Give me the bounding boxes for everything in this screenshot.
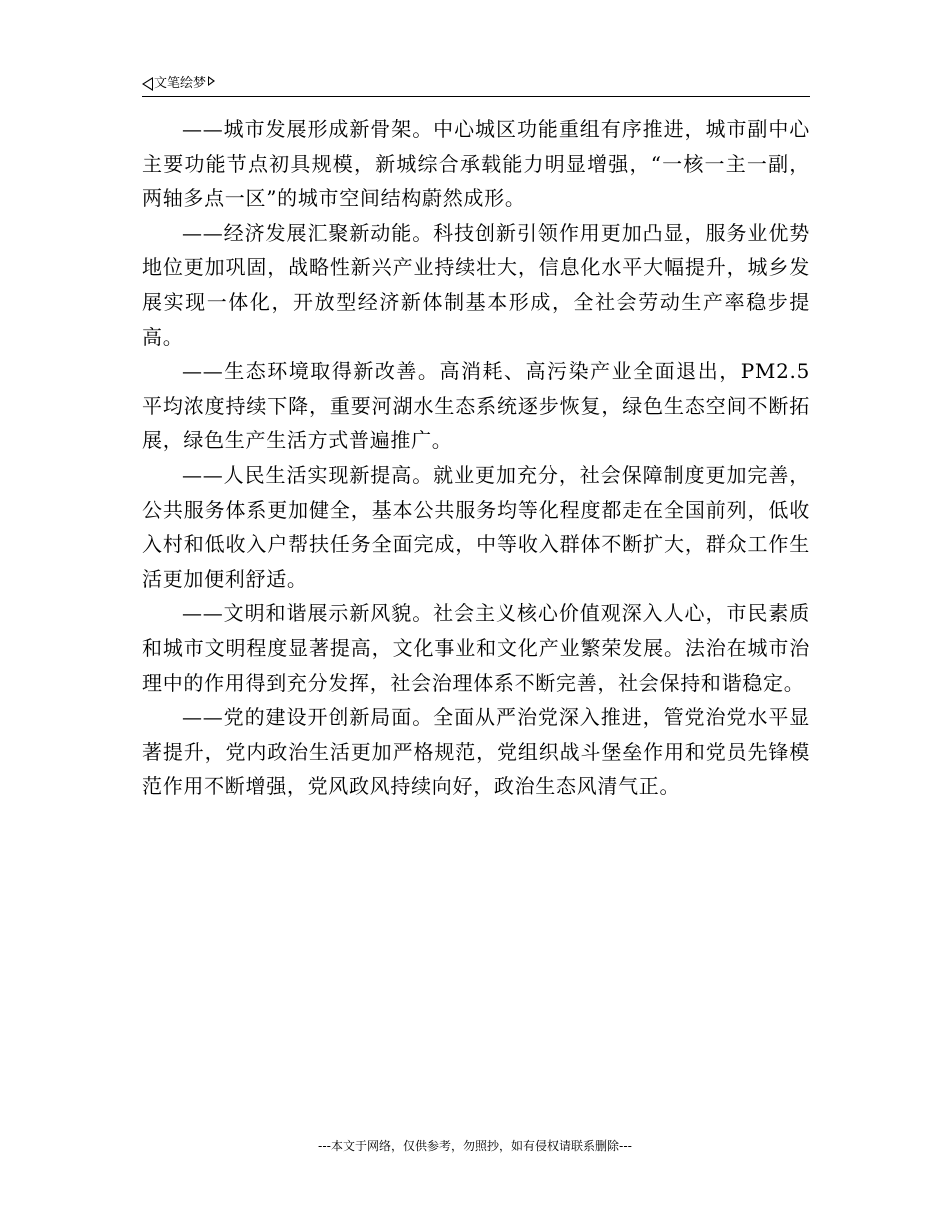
footer-disclaimer: ---本文于网络，仅供参考，勿照抄，如有侵权请联系删除--- [318,1139,632,1153]
triangle-left-icon [142,77,153,91]
paragraph-living-standards: ——人民生活实现新提高。就业更加充分，社会保障制度更加完善，公共服务体系更加健全，基本公共服务均等化程度都走在全国前列，低收入村和低收入户帮扶任务全面完成，中等收入群体不断扩大，群众工作生活更加便利舒适。 [142,462,810,591]
header-brand-text: 文笔绘梦 [154,76,207,91]
triangle-right-icon [208,76,215,86]
paragraph-economic-momentum: ——经济发展汇聚新动能。科技创新引领作用更加凸显，服务业优势地位更加巩固，战略性新兴产业持续壮大，信息化水平大幅提升，城乡发展实现一体化，开放型经济新体制基本形成，全社会劳动生产率稳步提高。 [142,220,810,349]
paragraph-party-building: ——党的建设开创新局面。全面从严治党深入推进，管党治党水平显著提升，党内政治生活更加严格规范，党组织战斗堡垒作用和党员先锋模范作用不断增强，党风政风持续向好，政治生态风清气正。 [142,705,810,799]
paragraph-urban-framework: ——城市发展形成新骨架。中心城区功能重组有序推进，城市副中心主要功能节点初具规模，新城综合承载能力明显增强，“一核一主一副，两轴多点一区”的城市空间结构蔚然成形。 [142,117,810,211]
paragraph-ecological-improvement: ——生态环境取得新改善。高消耗、高污染产业全面退出，PM2.5平均浓度持续下降，重要河湖水生态系统逐步恢复，绿色生态空间不断拓展，绿色生产生活方式普遍推广。 [142,359,810,453]
page-header [142,74,810,97]
document-body [142,112,810,804]
paragraph-civility-harmony: ——文明和谐展示新风貌。社会主义核心价值观深入人心，市民素质和城市文明程度显著提高，文化事业和文化产业繁荣发展。法治在城市治理中的作用得到充分发挥，社会治理体系不断完善，社会保持和谐稳定。 [142,601,810,695]
header-brand [142,76,215,92]
